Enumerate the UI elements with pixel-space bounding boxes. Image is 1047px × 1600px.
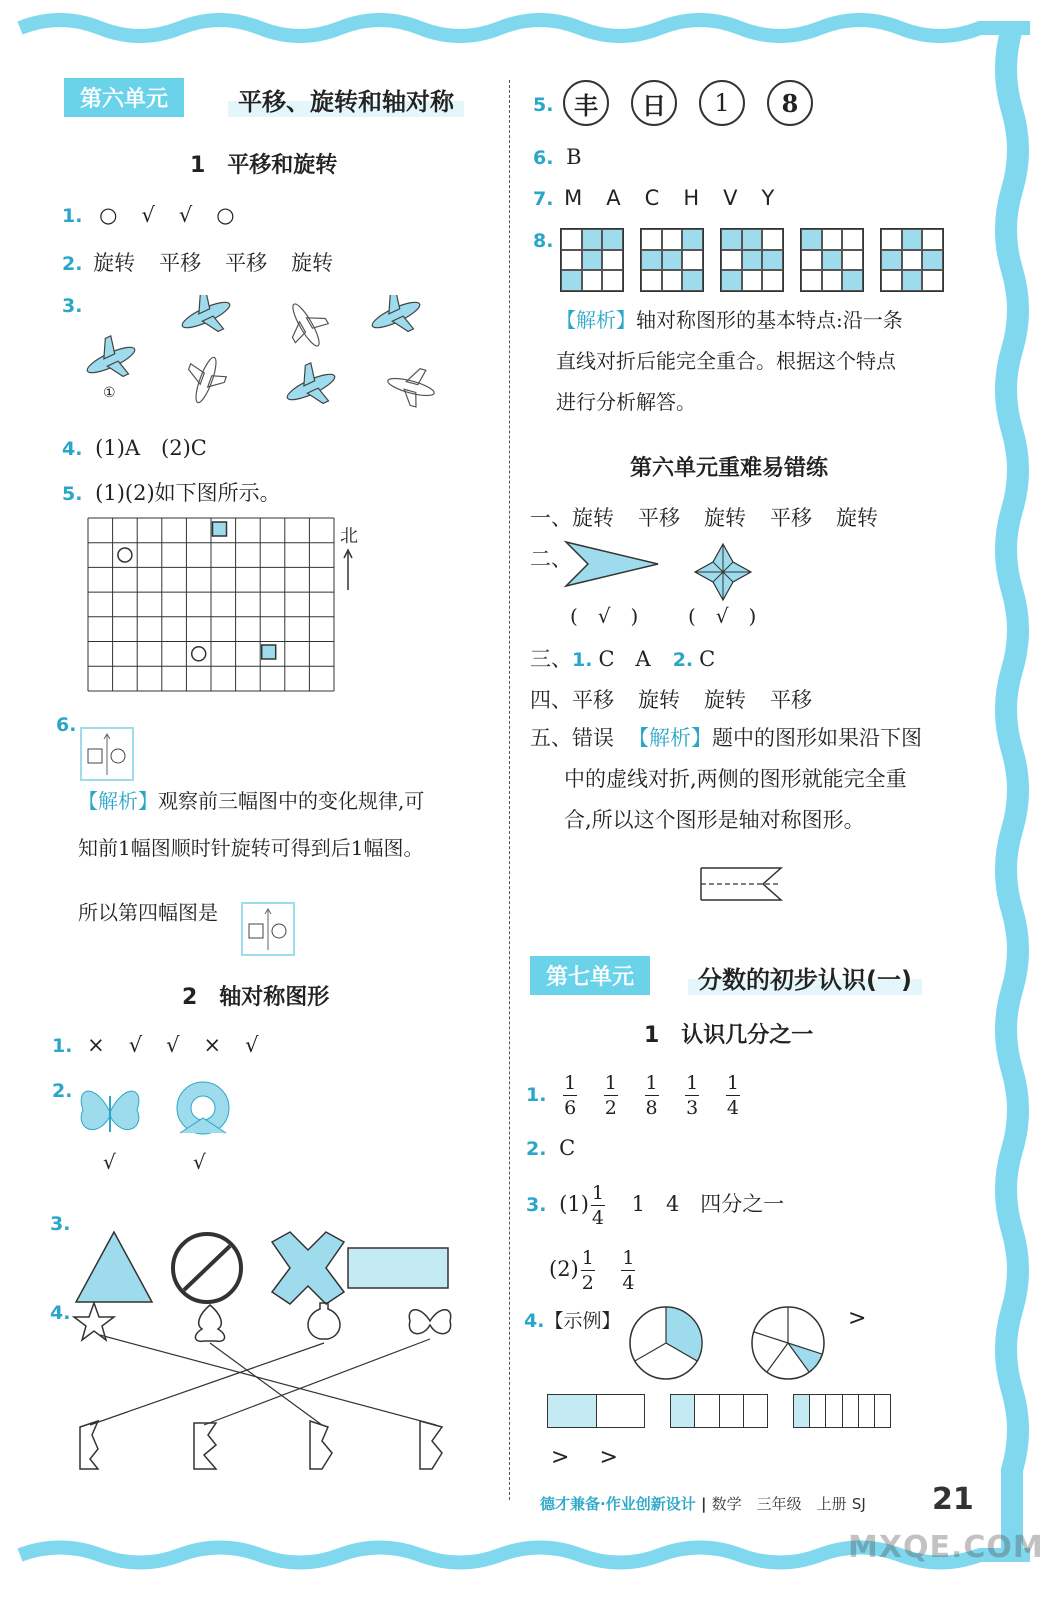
half-tree-piece-icon	[194, 1423, 216, 1469]
r-r4	[530, 684, 836, 714]
glyph-circle: 1	[699, 80, 745, 126]
bar-sixths	[793, 1394, 891, 1428]
r-r4-label: 四、	[530, 688, 572, 712]
u7-q2-text: C	[559, 1136, 576, 1160]
grid-square-icon	[262, 645, 276, 659]
r-q7-num: 7.	[533, 188, 554, 210]
section2-title: 2 轴对称图形	[182, 985, 330, 1010]
airplane-icon	[363, 295, 428, 344]
r-q5	[533, 92, 553, 116]
r-r3-a2: C	[699, 647, 716, 671]
l-s2q1-a2: √	[128, 1033, 143, 1057]
vase-icon	[308, 1303, 340, 1339]
l-q5-text: (1)(2)如下图所示。	[95, 481, 281, 505]
r-q5-num: 5.	[533, 94, 554, 116]
l-s2q3-num: 3.	[50, 1213, 71, 1235]
l-q1-a2: √	[141, 203, 155, 227]
l-s2q1-a4: ×	[203, 1033, 222, 1057]
unit6-title: 平移、旋转和轴对称	[228, 82, 464, 117]
r-q7-l1: M	[564, 186, 583, 210]
r-q8-analysis-l2: 直线对折后能完全重合。根据这个特点	[556, 349, 896, 373]
l-q2-a3: 平移	[225, 251, 268, 275]
l-q2-a4: 旋转	[291, 251, 334, 275]
r-r5-analysis-tag: 【解析】	[628, 726, 712, 750]
r-r2-mark2: ( √ )	[688, 604, 757, 628]
r-r5-l3: 合,所以这个图形是轴对称图形。	[564, 808, 865, 832]
sym-grid-4	[800, 228, 864, 292]
glyph-circle: 日	[631, 80, 677, 126]
r-r3-n2: 2.	[672, 649, 694, 671]
r-r3	[530, 643, 715, 673]
unit6-tag: 第六单元	[64, 78, 184, 117]
bar-halves	[547, 1394, 645, 1428]
airplane-icon	[278, 356, 343, 416]
r-r1-a1: 旋转	[572, 506, 614, 530]
glyph-circle: 丰	[563, 80, 609, 126]
u7-q4-cmp2: >	[551, 1445, 570, 1470]
airplane-outline-icon	[179, 351, 231, 409]
bar-fourths	[670, 1394, 768, 1428]
l-q4	[62, 432, 207, 462]
u7-q3-p1-pre: (1)	[559, 1192, 589, 1216]
r-r1-label: 一、	[530, 506, 572, 530]
star-icon	[74, 1303, 114, 1340]
l-q2-num: 2.	[62, 253, 83, 275]
r-r2-mark1: ( √ )	[570, 604, 639, 628]
u7-q3-p1	[526, 1183, 784, 1228]
u7-q4-cmp3: >	[599, 1445, 618, 1470]
l-q2-a2: 平移	[159, 251, 202, 275]
grid-square-icon	[213, 522, 227, 536]
unit7-title: 分数的初步认识(一)	[688, 960, 922, 995]
ornament-icon	[168, 1078, 238, 1142]
r-q8-analysis	[556, 300, 966, 423]
l-s2q1-num: 1.	[52, 1035, 73, 1057]
circle-thirds-icon	[628, 1305, 704, 1381]
tree-icon	[195, 1305, 224, 1341]
cross-shape-icon	[272, 1232, 344, 1304]
l-s2q1	[52, 1033, 283, 1057]
review-title: 第六单元重难易错练	[630, 456, 829, 481]
l-s2q3	[50, 1211, 70, 1235]
r-r1	[530, 502, 902, 532]
r-q8-analysis-tag: 【解析】	[556, 308, 636, 332]
l-s2q1-a5: √	[245, 1033, 259, 1057]
l-s2q4	[50, 1300, 70, 1324]
u7-q4-cmp-row	[551, 1445, 618, 1470]
r-q7-l6: Y	[761, 186, 775, 210]
r-q7-l2: A	[606, 186, 621, 210]
half-butterfly-piece-icon	[420, 1421, 442, 1469]
u7-q2	[526, 1136, 575, 1160]
circle-fifths-icon	[750, 1305, 826, 1381]
r-r3-n1: 1.	[572, 649, 593, 671]
l-q1-num: 1.	[62, 205, 83, 227]
u7-q4	[524, 1306, 620, 1333]
airplane-figures	[76, 295, 476, 425]
page-number: 21	[932, 1482, 974, 1517]
fraction: $\frac{1}{3}$	[686, 1072, 699, 1119]
north-arrow-icon	[341, 548, 355, 592]
r-r4-a1: 平移	[572, 688, 614, 712]
l-q6-inline-figure	[241, 902, 297, 958]
l-q6-analysis-tag: 【解析】	[78, 789, 158, 813]
l-q2-a1: 旋转	[93, 251, 136, 275]
fraction: $\frac{1}{8}$	[645, 1072, 658, 1119]
arrow-shape-icon	[562, 538, 662, 590]
l-q1	[62, 203, 259, 227]
fraction: $\frac{1}{4}$	[726, 1072, 739, 1119]
r-q5-glyphs	[563, 80, 813, 126]
l-q1-a1: ○	[99, 203, 118, 227]
r-r4-a3: 旋转	[704, 688, 746, 712]
r-q8-num: 8.	[533, 230, 554, 252]
footer-edition: SJ	[851, 1495, 866, 1513]
u7-q1	[526, 1073, 750, 1118]
l-q6-analysis-l2: 知前1幅图顺时针旋转可得到后1幅图。	[78, 836, 424, 860]
u7-q4-num: 4.	[524, 1310, 545, 1332]
sym-grid-5	[880, 228, 944, 292]
fraction: $\frac{1}{2}$	[604, 1072, 617, 1119]
r-q7	[533, 186, 798, 210]
l-s2q1-a3: √	[166, 1033, 180, 1057]
unit7-tag: 第七单元	[530, 956, 650, 995]
u7-q1-num: 1.	[526, 1084, 547, 1106]
l-q5	[62, 477, 281, 507]
airplane-outline-icon	[278, 295, 335, 355]
u7-q3-p2	[549, 1248, 645, 1293]
u7-section1-title: 1 认识几分之一	[644, 1023, 814, 1048]
l-q1-a3: √	[178, 203, 193, 227]
fraction: $\frac{1}{2}$	[581, 1247, 594, 1294]
fraction: $\frac{1}{6}$	[564, 1072, 577, 1119]
r-r5-l1: 题中的图形如果沿下图	[712, 726, 922, 750]
r-r5-l2: 中的虚线对折,两侧的图形就能完全重	[564, 767, 907, 791]
r-r1-a5: 旋转	[836, 506, 878, 530]
sym-grid-2	[640, 228, 704, 292]
r-q7-l5: V	[723, 186, 738, 210]
r-r5-label: 五、	[530, 726, 572, 750]
l-s2q1-a1: ×	[87, 1033, 105, 1057]
r-r5	[530, 718, 970, 841]
sym-grid-3	[720, 228, 784, 292]
l-q5-grid	[87, 517, 337, 697]
r-q6	[533, 145, 582, 169]
footer-brand: 德才兼备·作业创新设计 | 数学 三年级 上册 SJ	[540, 1495, 866, 1513]
l-q6-analysis-l3: 所以第四幅图是	[78, 900, 218, 925]
u7-q3-num: 3.	[526, 1194, 547, 1216]
u7-q4-tag: 【示例】	[544, 1310, 621, 1332]
airplane-outline-icon	[383, 361, 439, 410]
butterfly-outline-icon	[409, 1310, 450, 1334]
l-q6	[56, 712, 76, 736]
l-q6-analysis-l1: 观察前三幅图中的变化规律,可	[158, 789, 425, 813]
half-vase-piece-icon	[310, 1421, 332, 1469]
r-q8	[533, 228, 553, 252]
l-q3-marker: ①	[103, 385, 116, 401]
r-r3-a1: C A	[598, 647, 651, 671]
l-q6-num: 6.	[56, 714, 77, 736]
l-q4-text: (1)A (2)C	[95, 436, 207, 460]
r-r1-a4: 平移	[770, 506, 812, 530]
folded-shape-figure	[697, 860, 787, 908]
half-star-piece-icon	[80, 1421, 98, 1469]
l-q6-answer-figure	[80, 727, 136, 783]
r-q7-l4: H	[683, 186, 700, 210]
l-s2q4-num: 4.	[50, 1302, 71, 1324]
l-q4-num: 4.	[62, 438, 83, 460]
r-r4-a2: 旋转	[638, 688, 680, 712]
north-label: 北	[340, 526, 358, 547]
triangle-icon	[76, 1232, 152, 1302]
grid-circle-icon	[192, 647, 206, 661]
r-q7-l3: C	[644, 186, 660, 210]
fraction: $\frac{1}{4}$	[591, 1182, 604, 1229]
footer-subject: 数学 三年级 上册	[711, 1495, 847, 1513]
u7-q4-cmp1: >	[848, 1306, 867, 1331]
u7-q2-num: 2.	[526, 1138, 547, 1160]
l-q1-a4: ○	[216, 203, 235, 227]
l-q5-num: 5.	[62, 483, 83, 505]
airplane-icon	[173, 295, 238, 344]
butterfly-icon	[75, 1082, 145, 1142]
u7-q3-p1-rest: 1 4 四分之一	[631, 1192, 785, 1216]
r-r1-a3: 旋转	[704, 506, 746, 530]
rectangle-icon	[348, 1248, 448, 1288]
l-s2q2-check1: √	[103, 1150, 116, 1174]
section1-title: 1 平移和旋转	[190, 153, 338, 178]
sym-grid-1	[560, 228, 624, 292]
l-q2	[62, 247, 357, 277]
u7-q3-p2-pre: (2)	[549, 1257, 579, 1281]
fraction: $\frac{1}{4}$	[622, 1247, 635, 1294]
column-divider	[509, 80, 510, 1500]
footer-brand-text: 德才兼备·作业创新设计	[540, 1495, 696, 1513]
l-s2q2	[52, 1078, 72, 1102]
r-r4-a4: 平移	[770, 688, 812, 712]
glyph-circle: 8	[767, 80, 813, 126]
r-q8-analysis-l3: 进行分析解答。	[556, 390, 696, 414]
star-pattern-icon	[693, 542, 753, 602]
l-q3-num: 3.	[62, 295, 83, 317]
r-q6-text: B	[566, 145, 582, 169]
l-s2q2-check2: √	[193, 1150, 206, 1174]
r-r3-label: 三、	[530, 647, 572, 671]
airplane-icon	[78, 329, 143, 389]
r-r2-label: 二、	[530, 547, 572, 571]
watermark: MXQE.COM	[848, 1530, 1044, 1565]
r-r5-answer: 错误	[572, 726, 614, 750]
grid-circle-icon	[118, 548, 132, 562]
r-q6-num: 6.	[533, 147, 554, 169]
r-r1-a2: 平移	[638, 506, 680, 530]
r-q8-analysis-l1: 轴对称图形的基本特点:沿一条	[636, 308, 903, 332]
l-s2q2-num: 2.	[52, 1080, 73, 1102]
l-s2q4-matching	[70, 1295, 470, 1475]
